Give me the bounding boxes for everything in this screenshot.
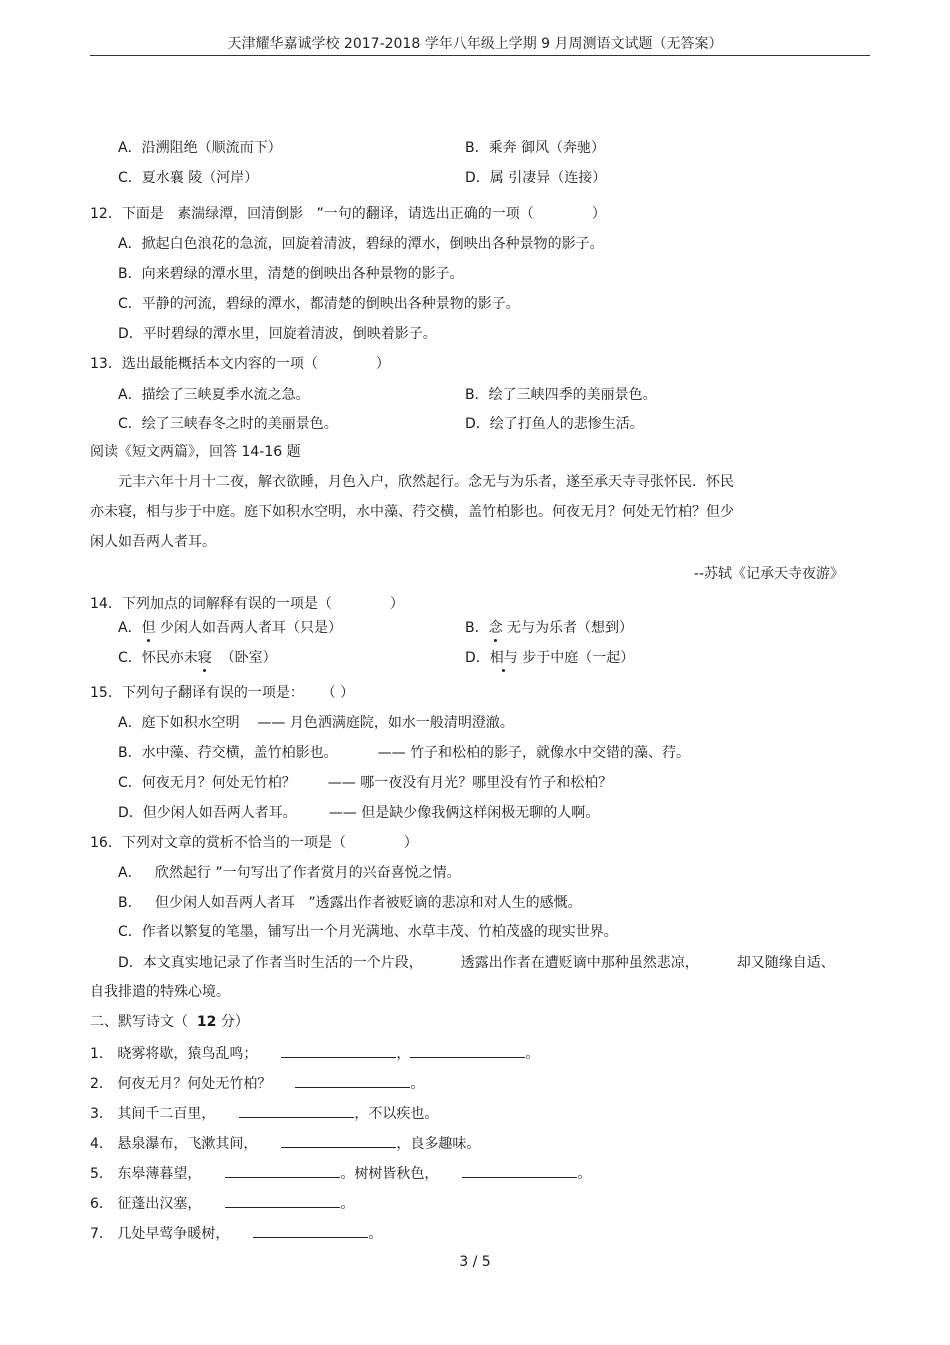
- passage-line-2: 亦未寝，相与步于中庭。庭下如积水空明，水中藻、荇交横，盖竹柏影也。何夜无月？何处无竹柏？但少: [90, 504, 734, 520]
- q16-option-b: B． 但少闲人如吾两人者耳 ”透露出作者被贬谪的悲凉和对人生的感慨。: [118, 895, 582, 911]
- recite-item-3: 3． 其间千二百里， ，不以疾也。: [90, 1103, 438, 1124]
- reading-intro: 阅读《短文两篇》，回答 14-16 题: [90, 444, 301, 460]
- q16-option-d: D．本文真实地记录了作者当时生活的一个片段， 透露出作者在遭贬谪中那种虽然悲凉， 却又随缘自适、: [118, 955, 835, 971]
- answer-blank[interactable]: [225, 1163, 340, 1178]
- q16-option-d-continued: 自我排遣的特殊心境。: [90, 984, 230, 1000]
- page-number: 3 / 5: [459, 1254, 491, 1270]
- recite-item-2: 2． 何夜无月？何处无竹柏？ 。: [90, 1073, 424, 1094]
- q12-option-c: C．平静的河流，碧绿的潭水，都清楚的倒映出各种景物的影子。: [118, 296, 520, 312]
- answer-blank[interactable]: [295, 1073, 410, 1088]
- answer-blank[interactable]: [410, 1043, 525, 1058]
- q14-option-b: B．念 无与为乐者（想到）: [465, 620, 634, 636]
- page-header: 天津耀华嘉诚学校 2017-2018 学年八年级上学期 9 月周测语文试题（无答案）: [227, 36, 723, 52]
- q12-stem: 12．下面是 素湍绿潭，回清倒影 ”一句的翻译，请选出正确的一项（ ）: [90, 206, 606, 222]
- q14-option-d: D．相与 步于中庭（一起）: [465, 650, 635, 666]
- recite-item-1: 1． 晓雾将歇，猿鸟乱鸣； ， 。: [90, 1043, 539, 1064]
- q14-option-a: A．但 少闲人如吾两人者耳（只是）: [118, 620, 343, 636]
- answer-blank[interactable]: [225, 1193, 340, 1208]
- q15-stem: 15．下列句子翻译有误的一项是： （ ）: [90, 685, 355, 701]
- q13-option-a: A．描绘了三峡夏季水流之急。: [118, 387, 310, 403]
- q12-option-a: A．掀起白色浪花的急流，回旋着清波，碧绿的潭水，倒映出各种景物的影子。: [118, 236, 604, 252]
- q11-option-d: D．属 引凄异（连接）: [465, 170, 607, 186]
- q16-option-a: A． 欣然起行 ”一句写出了作者赏月的兴奋喜悦之情。: [118, 865, 461, 881]
- q13-option-b: B．绘了三峡四季的美丽景色。: [465, 387, 657, 403]
- q15-option-b: B．水中藻、荇交横，盖竹柏影也。 —— 竹子和松柏的影子，就像水中交错的藻、荇。: [118, 745, 691, 761]
- answer-blank[interactable]: [281, 1133, 396, 1148]
- q15-option-c: C．何夜无月？何处无竹柏？ —— 哪一夜没有月光？哪里没有竹子和松柏？: [118, 775, 613, 791]
- q13-stem: 13．选出最能概括本文内容的一项（ ）: [90, 356, 390, 372]
- answer-blank[interactable]: [239, 1103, 354, 1118]
- answer-blank[interactable]: [462, 1163, 577, 1178]
- passage-line-1: 元丰六年十月十二夜，解衣欲睡，月色入户，欣然起行。念无与为乐者，遂至承天寺寻张怀民．怀民: [118, 474, 734, 490]
- recite-item-6: 6． 征蓬出汉塞， 。: [90, 1193, 354, 1214]
- header-rule: [90, 55, 870, 56]
- q15-option-a: A．庭下如积水空明 —— 月色洒满庭院，如水一般清明澄澈。: [118, 715, 514, 731]
- q11-option-a: A．沿溯阻绝（顺流而下）: [118, 140, 282, 156]
- passage-source: --苏轼《记承天寺夜游》: [693, 566, 844, 582]
- answer-blank[interactable]: [253, 1223, 368, 1238]
- recite-item-5: 5． 东皋薄暮望， 。树树皆秋色， 。: [90, 1163, 591, 1184]
- q13-option-c: C．绘了三峡春冬之时的美丽景色。: [118, 416, 338, 432]
- recite-item-7: 7． 几处早莺争暖树， 。: [90, 1223, 382, 1244]
- q16-stem: 16．下列对文章的赏析不恰当的一项是（ ）: [90, 835, 418, 851]
- q16-option-c: C．作者以繁复的笔墨，铺写出一个月光满地、水草丰茂、竹柏茂盛的现实世界。: [118, 924, 618, 940]
- recite-item-4: 4． 悬泉瀑布，飞漱其间， ，良多趣味。: [90, 1133, 480, 1154]
- answer-blank[interactable]: [281, 1043, 396, 1058]
- q15-option-d: D．但少闲人如吾两人者耳。 —— 但是缺少像我俩这样闲极无聊的人啊。: [118, 805, 600, 821]
- q11-option-b: B．乘奔 御风（奔驰）: [465, 140, 606, 156]
- section2-title: 二、默写诗文（ 12 分）: [90, 1014, 249, 1030]
- q12-option-b: B．向来碧绿的潭水里，清楚的倒映出各种景物的影子。: [118, 266, 464, 282]
- q11-option-c: C．夏水襄 陵（河岸）: [118, 170, 259, 186]
- passage-line-3: 闲人如吾两人者耳。: [90, 534, 216, 550]
- q14-stem: 14．下列加点的词解释有误的一项是（ ）: [90, 596, 404, 612]
- q14-option-c: C．怀民亦未寝 （卧室）: [118, 650, 277, 666]
- q13-option-d: D．绘了打鱼人的悲惨生活。: [465, 416, 644, 432]
- q12-option-d: D．平时碧绿的潭水里，回旋着清波，倒映着影子。: [118, 326, 437, 342]
